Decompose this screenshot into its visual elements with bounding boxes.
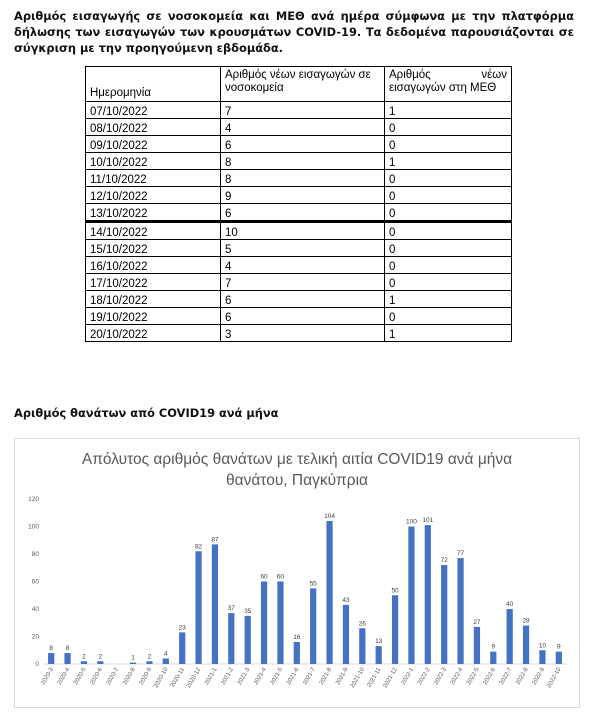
- cell-icu: 1: [385, 102, 512, 119]
- x-tick-label: 2022-10: [546, 667, 563, 690]
- table-row: [86, 222, 512, 240]
- x-tick-label: 2021-8: [318, 667, 334, 687]
- x-tick-label: 2020-7: [105, 667, 121, 687]
- x-tick-label: 2021-11: [366, 667, 383, 689]
- bar: [490, 652, 496, 664]
- bar: [228, 613, 234, 664]
- data-label: 27: [473, 618, 481, 626]
- table-header-row: [86, 67, 512, 102]
- data-label: 4: [164, 650, 168, 658]
- bar: [97, 661, 103, 664]
- cell-date: 13/10/2022: [86, 204, 221, 222]
- x-tick-label: 2022-7: [498, 667, 514, 687]
- table-row: [86, 170, 512, 187]
- data-label: 23: [178, 624, 186, 632]
- bar: [277, 582, 283, 665]
- cell-hospital: 8: [221, 170, 385, 187]
- x-tick-label: 2022-2: [417, 667, 432, 687]
- cell-hospital: 3: [221, 325, 385, 342]
- data-label: 2: [147, 653, 152, 661]
- cell-date: 08/10/2022: [86, 119, 221, 136]
- table-row: [86, 274, 512, 291]
- deaths-chart: [14, 438, 580, 708]
- table-row: [86, 136, 512, 153]
- header-hospital-admissions: Αριθμός νέων εισαγωγών σε νοσοκομεία: [221, 67, 385, 102]
- table-row: [86, 119, 512, 136]
- data-label: 50: [391, 587, 399, 595]
- bar: [212, 544, 218, 664]
- cell-icu: 0: [385, 257, 512, 274]
- bar: [474, 627, 480, 664]
- table-row: [86, 240, 512, 257]
- x-tick-label: 2022-4: [449, 667, 465, 687]
- data-label: 60: [260, 573, 268, 581]
- bar: [539, 650, 545, 664]
- chart-plot: [15, 439, 579, 707]
- bar: [163, 659, 169, 665]
- cell-icu: 0: [385, 308, 512, 325]
- y-tick-label: 120: [28, 496, 39, 503]
- x-tick-label: 2021-6: [286, 667, 301, 687]
- data-label: 100: [406, 518, 417, 526]
- y-tick-label: 100: [28, 523, 39, 531]
- x-tick-label: 2022-6: [482, 667, 498, 687]
- chart-title-line2: θανάτου, Παγκύπρια: [226, 472, 368, 489]
- x-tick-label: 2021-7: [302, 667, 317, 687]
- bar: [523, 626, 529, 665]
- table-row: [86, 102, 512, 119]
- header-icu-admissions: [385, 67, 512, 102]
- bar: [376, 646, 382, 664]
- cell-date: 12/10/2022: [86, 187, 221, 204]
- data-label: 101: [422, 517, 434, 525]
- cell-hospital: 6: [221, 291, 385, 308]
- x-tick-label: 2021-12: [382, 667, 399, 690]
- bar: [457, 558, 463, 664]
- x-tick-label: 2022-5: [466, 667, 481, 687]
- bar: [179, 632, 185, 664]
- admissions-table: [85, 66, 512, 342]
- chart-title-line1: Απόλυτος αριθμός θανάτων με τελική αιτία COVID19 ανά μήνα: [81, 451, 513, 468]
- cell-icu: 1: [385, 153, 512, 170]
- cell-date: 16/10/2022: [86, 257, 221, 274]
- header-icu-word2: νέων: [481, 69, 507, 81]
- table-row: [86, 204, 512, 222]
- data-label: 8: [65, 645, 70, 652]
- data-label: 60: [276, 573, 285, 581]
- cell-hospital: 7: [221, 102, 385, 119]
- bar: [507, 609, 513, 664]
- x-tick-label: 2021-4: [253, 667, 268, 687]
- data-label: 9: [557, 643, 561, 651]
- data-label: 43: [342, 596, 350, 604]
- y-tick-label: 20: [31, 633, 39, 641]
- bar: [556, 652, 562, 664]
- cell-date: 20/10/2022: [86, 325, 221, 342]
- deaths-heading: Αριθμός θανάτων από COVID19 ανά μήνα: [14, 406, 279, 420]
- data-label: 10: [538, 642, 547, 650]
- bar: [146, 661, 152, 664]
- data-label: 2: [98, 653, 103, 661]
- bar: [81, 661, 87, 664]
- cell-icu: 0: [385, 136, 512, 153]
- cell-date: 17/10/2022: [86, 274, 221, 291]
- cell-icu: 1: [385, 291, 512, 308]
- data-label: 26: [358, 620, 366, 628]
- x-tick-label: 2021-3: [236, 667, 252, 687]
- bar: [310, 588, 316, 664]
- data-label: 37: [227, 605, 235, 613]
- table-row: [86, 291, 512, 308]
- data-label: 87: [211, 536, 219, 544]
- data-label: 9: [491, 643, 496, 651]
- bar: [359, 628, 365, 664]
- data-label: 28: [522, 617, 530, 625]
- cell-date: 10/10/2022: [86, 153, 221, 170]
- cell-hospital: 10: [221, 222, 385, 240]
- table-row: [86, 153, 512, 170]
- data-label: 55: [309, 580, 317, 588]
- bar: [261, 582, 267, 665]
- bar: [326, 521, 332, 664]
- bar: [48, 653, 54, 664]
- data-label: 77: [456, 550, 465, 558]
- cell-hospital: 6: [221, 308, 385, 325]
- data-label: 104: [324, 513, 335, 520]
- data-label: 72: [440, 557, 448, 564]
- x-tick-label: 2021-1: [204, 667, 219, 687]
- x-tick-label: 2022-1: [400, 667, 416, 687]
- cell-date: 11/10/2022: [86, 170, 221, 187]
- bar: [408, 527, 414, 665]
- cell-hospital: 4: [221, 257, 385, 274]
- data-label: 1: [131, 654, 135, 662]
- x-tick-label: 2021-5: [269, 667, 285, 687]
- x-tick-label: 2020-3: [40, 667, 55, 687]
- cell-hospital: 6: [221, 136, 385, 153]
- header-icu-word1: Αριθμός: [389, 69, 431, 81]
- cell-icu: 0: [385, 274, 512, 291]
- cell-icu: 0: [385, 119, 512, 136]
- bar: [441, 565, 447, 664]
- x-tick-label: 2020-12: [186, 667, 203, 690]
- x-tick-label: 2021-10: [349, 667, 367, 690]
- bar: [195, 551, 201, 664]
- x-tick-label: 2020-8: [122, 667, 137, 687]
- cell-date: 19/10/2022: [86, 308, 221, 325]
- y-tick-label: 0: [35, 661, 39, 668]
- cell-date: 14/10/2022: [86, 222, 221, 240]
- y-tick-label: 80: [31, 551, 39, 558]
- x-tick-label: 2020-11: [169, 667, 186, 689]
- x-tick-label: 2022-8: [515, 667, 530, 687]
- cell-date: 18/10/2022: [86, 291, 221, 308]
- bar: [130, 663, 136, 664]
- table-row: [86, 325, 512, 342]
- data-label: 2: [82, 653, 86, 661]
- x-tick-label: 2020-9: [138, 667, 154, 687]
- x-tick-label: 2020-6: [89, 667, 105, 687]
- cell-hospital: 8: [221, 153, 385, 170]
- x-tick-label: 2020-10: [153, 667, 170, 690]
- y-tick-label: 60: [31, 578, 39, 586]
- intro-text: Αριθμός εισαγωγής σε νοσοκομεία και ΜΕΘ ανά ημέρα σύμφωνα με την πλατφόρμα δήλωσης των εισαγωγών των κρουσμάτων COVID-19. Τα δεδομένα παρουσιάζονται σε σύγκριση με την προηγούμενη εβδομάδα.: [14, 9, 574, 55]
- table-row: [86, 257, 512, 274]
- header-icu-first-line: [389, 69, 507, 82]
- cell-icu: 0: [385, 170, 512, 187]
- x-tick-label: 2021-9: [335, 667, 350, 687]
- cell-icu: 1: [385, 325, 512, 342]
- cell-date: 09/10/2022: [86, 136, 221, 153]
- data-label: 40: [506, 601, 514, 608]
- x-tick-label: 2020-4: [56, 667, 72, 687]
- data-label: 8: [49, 645, 53, 652]
- x-tick-label: 2022-9: [531, 667, 547, 687]
- x-tick-label: 2020-5: [73, 667, 88, 687]
- bar: [425, 525, 431, 664]
- cell-hospital: 6: [221, 204, 385, 222]
- cell-hospital: 9: [221, 187, 385, 204]
- cell-icu: 0: [385, 222, 512, 240]
- table-row: [86, 187, 512, 204]
- cell-icu: 0: [385, 240, 512, 257]
- header-date: Ημερομηνία: [86, 67, 221, 102]
- cell-date: 07/10/2022: [86, 102, 221, 119]
- cell-icu: 0: [385, 187, 512, 204]
- cell-icu: 0: [385, 204, 512, 222]
- data-label: 35: [244, 607, 252, 615]
- cell-hospital: 4: [221, 119, 385, 136]
- x-tick-label: 2021-2: [220, 667, 236, 687]
- data-label: 82: [194, 543, 203, 551]
- cell-date: 15/10/2022: [86, 240, 221, 257]
- header-icu-second-line: εισαγωγών στη ΜΕΘ: [389, 82, 497, 94]
- bar: [64, 653, 70, 664]
- bar: [294, 642, 300, 664]
- x-tick-label: 2022-3: [433, 667, 448, 687]
- bar: [392, 595, 398, 664]
- data-label: 16: [293, 634, 301, 641]
- bar: [245, 616, 251, 664]
- bar: [343, 605, 349, 664]
- y-tick-label: 40: [31, 606, 39, 613]
- cell-hospital: 5: [221, 240, 385, 257]
- cell-hospital: 7: [221, 274, 385, 291]
- table-row: [86, 308, 512, 325]
- data-label: 13: [375, 638, 383, 646]
